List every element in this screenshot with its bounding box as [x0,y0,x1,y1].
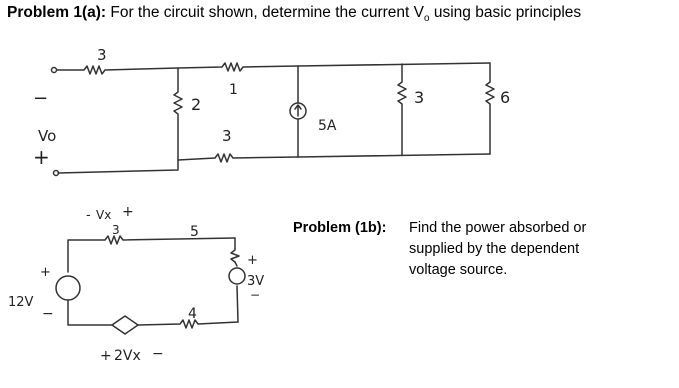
label-b-12v: 12V [8,295,34,310]
voltage-source-3v [229,268,245,284]
label-b-right-minus: − [250,288,261,302]
wire-b-right [235,262,238,322]
label-b-top-left: 3 [112,223,120,237]
label-b-left-plus: + [40,265,51,280]
label-a-bottom-middle: 3 [222,127,232,145]
label-b-dep-minus: − [152,346,164,362]
problem-1b-label: Problem (1b): [293,220,387,236]
label-b-right-plus: + [247,253,258,268]
label-a-shunt-right1: 3 [414,88,425,107]
label-a-output-minus: − [33,88,49,109]
label-a-top-middle: 1 [229,82,238,98]
label-b-top-right: 5 [190,224,199,240]
resistor-b-top-left [68,236,235,272]
label-a-shunt-right2: 6 [500,88,511,107]
circuit-b [8,204,264,364]
terminal-top [52,68,57,73]
label-a-top-left: 3 [97,46,107,64]
resistor-a-top-middle [178,63,298,71]
label-b-vx: Vx [96,208,112,222]
problem-1b-text: Find the power absorbed or supplied by the dependent voltage source. [409,220,587,278]
label-b-dep-plus: + [100,348,112,364]
circuit-a [33,46,510,176]
label-a-output-plus: + [33,145,50,169]
resistor-a-shunt-left [174,68,182,160]
label-b-left-minus: − [42,306,54,322]
dependent-source-diamond [112,316,138,334]
problem-1a-subscript: o [423,13,430,25]
label-b-dependent-source: 2Vx [114,348,141,364]
label-a-shunt-left: 2 [191,95,202,114]
problem-1a-text-end: using basic principles [429,4,582,21]
voltage-source-12v [56,276,80,300]
wire-a-top-right [298,63,490,66]
label-a-current-source: 5A [318,118,337,134]
label-a-output: Vo [38,127,57,145]
label-b-3v: 3V [247,274,265,289]
current-arrow-icon [295,105,301,116]
resistor-a-top-left [57,66,178,74]
problem-1a-text: For the circuit shown, determine the current V [110,4,424,21]
resistor-a-shunt-right2 [486,63,494,154]
label-b-vx-plus: + [122,204,134,220]
resistor-a-shunt-right1 [398,64,406,155]
wire-b-left [68,300,112,325]
resistor-b-top-right [231,238,239,262]
wire-a-bottom-right [298,154,490,157]
label-b-bottom-right: 4 [188,306,197,322]
label-b-vx-minus: - [86,208,91,223]
problem-1a-label: Problem 1(a): [7,4,107,21]
